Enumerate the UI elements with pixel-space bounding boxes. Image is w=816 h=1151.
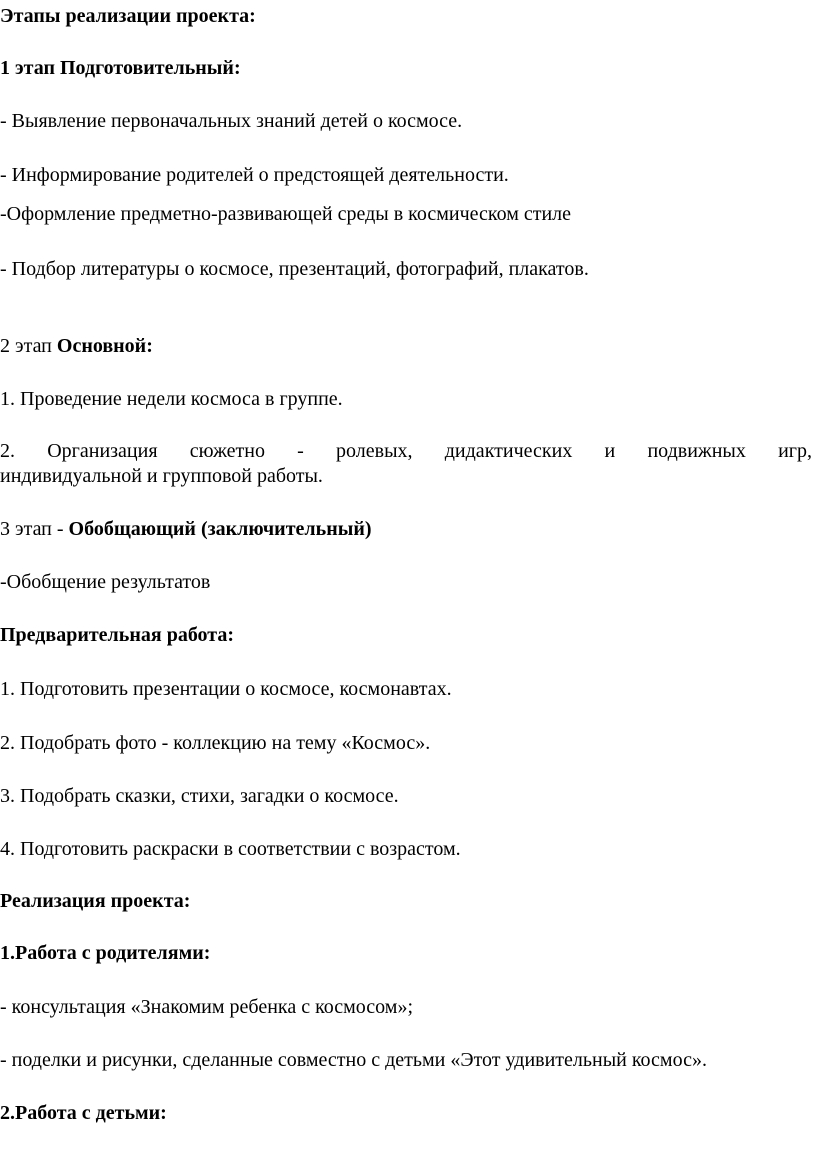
stage1-item: -Оформление предметно-развивающей среды в космическом стиле — [0, 203, 572, 225]
stage3-item: -Обобщение результатов — [0, 571, 211, 593]
stage3-heading — [0, 516, 372, 542]
stage1-item: - Подбор литературы о космосе, презентаций, фотографий, плакатов. — [0, 258, 589, 280]
children-heading: 2.Работа с детьми: — [0, 1102, 167, 1124]
stage2-item: 2. Организация сюжетно - ролевых, дидактических и подвижных игр, — [0, 440, 812, 462]
stage1-item: - Информирование родителей о предстоящей деятельности. — [0, 164, 509, 186]
stage1-heading — [0, 55, 241, 81]
stage3-prefix: 3 этап - — [0, 518, 64, 540]
stage1-prefix: 1 этап — [0, 57, 55, 79]
page-title: Этапы реализации проекта: — [0, 5, 256, 27]
stage2-prefix: 2 этап — [0, 335, 52, 357]
stage2-name: Основной: — [56, 335, 153, 357]
parents-heading: 1.Работа с родителями: — [0, 942, 211, 964]
prelim-item: 1. Подготовить презентации о космосе, космонавтах. — [0, 678, 452, 700]
prelim-item: 3. Подобрать сказки, стихи, загадки о космосе. — [0, 785, 399, 807]
prelim-heading: Предварительная работа: — [0, 624, 235, 646]
stage2-item-continuation: индивидуальной и групповой работы. — [0, 465, 323, 487]
realization-heading: Реализация проекта: — [0, 890, 191, 912]
stage1-item: - Выявление первоначальных знаний детей о космосе. — [0, 110, 463, 132]
stage2-item: 1. Проведение недели космоса в группе. — [0, 388, 343, 410]
prelim-item: 4. Подготовить раскраски в соответствии с возрастом. — [0, 838, 461, 860]
stage2-heading — [0, 333, 153, 359]
parents-item: - консультация «Знакомим ребенка с космосом»; — [0, 996, 414, 1018]
stage1-name: Подготовительный: — [59, 57, 241, 79]
parents-item: - поделки и рисунки, сделанные совместно с детьми «Этот удивительный космос». — [0, 1049, 707, 1071]
prelim-item: 2. Подобрать фото - коллекцию на тему «Космос». — [0, 732, 431, 754]
stage3-name: Обобщающий (заключительный) — [68, 518, 372, 540]
